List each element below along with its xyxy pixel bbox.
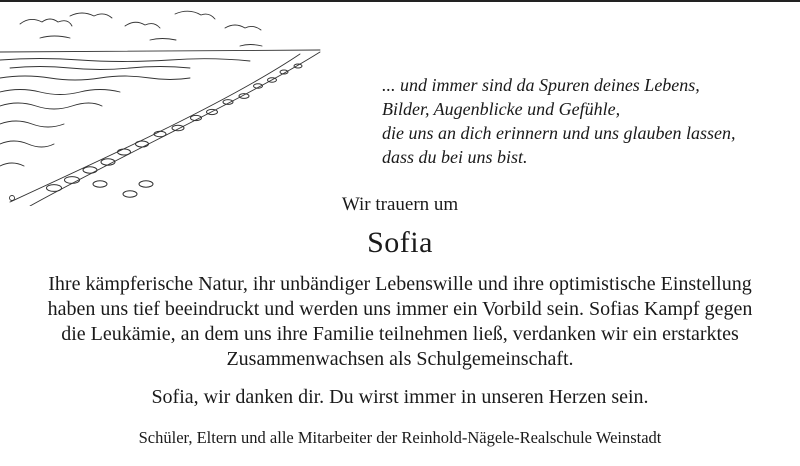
deceased-name: Sofia: [367, 226, 433, 259]
tribute-line: Zusammenwachsen als Schulgemeinschaft.: [226, 348, 574, 370]
thanks-line: Sofia, wir danken dir. Du wirst immer in unseren Herzen sein.: [151, 386, 649, 408]
tribute-line: haben uns tief beeindruckt und werden uns immer ein Vorbild sein. Sofias Kampf gegen: [47, 298, 753, 320]
beach-footprints-illustration: [0, 6, 330, 206]
mourning-line: Wir trauern um: [341, 194, 459, 215]
quote: [382, 73, 792, 169]
tribute-line: die Leukämie, an dem uns ihre Familie teilnehmen ließ, verdanken wir ein erstarktes: [61, 323, 739, 345]
quote-line: ... und immer sind da Spuren deines Lebens,: [382, 75, 700, 95]
tribute-text: [0, 272, 800, 372]
tribute-line: Ihre kämpferische Natur, ihr unbändiger Lebenswille und ihre optimistische Einstellung: [48, 273, 752, 295]
quote-line: die uns an dich erinnern und uns glauben lassen,: [382, 123, 736, 143]
signature-line: Schüler, Eltern und alle Mitarbeiter der Reinhold-Nägele-Realschule Weinstadt: [138, 428, 662, 447]
quote-line: Bilder, Augenblicke und Gefühle,: [382, 99, 621, 119]
quote-line: dass du bei uns bist.: [382, 147, 528, 167]
